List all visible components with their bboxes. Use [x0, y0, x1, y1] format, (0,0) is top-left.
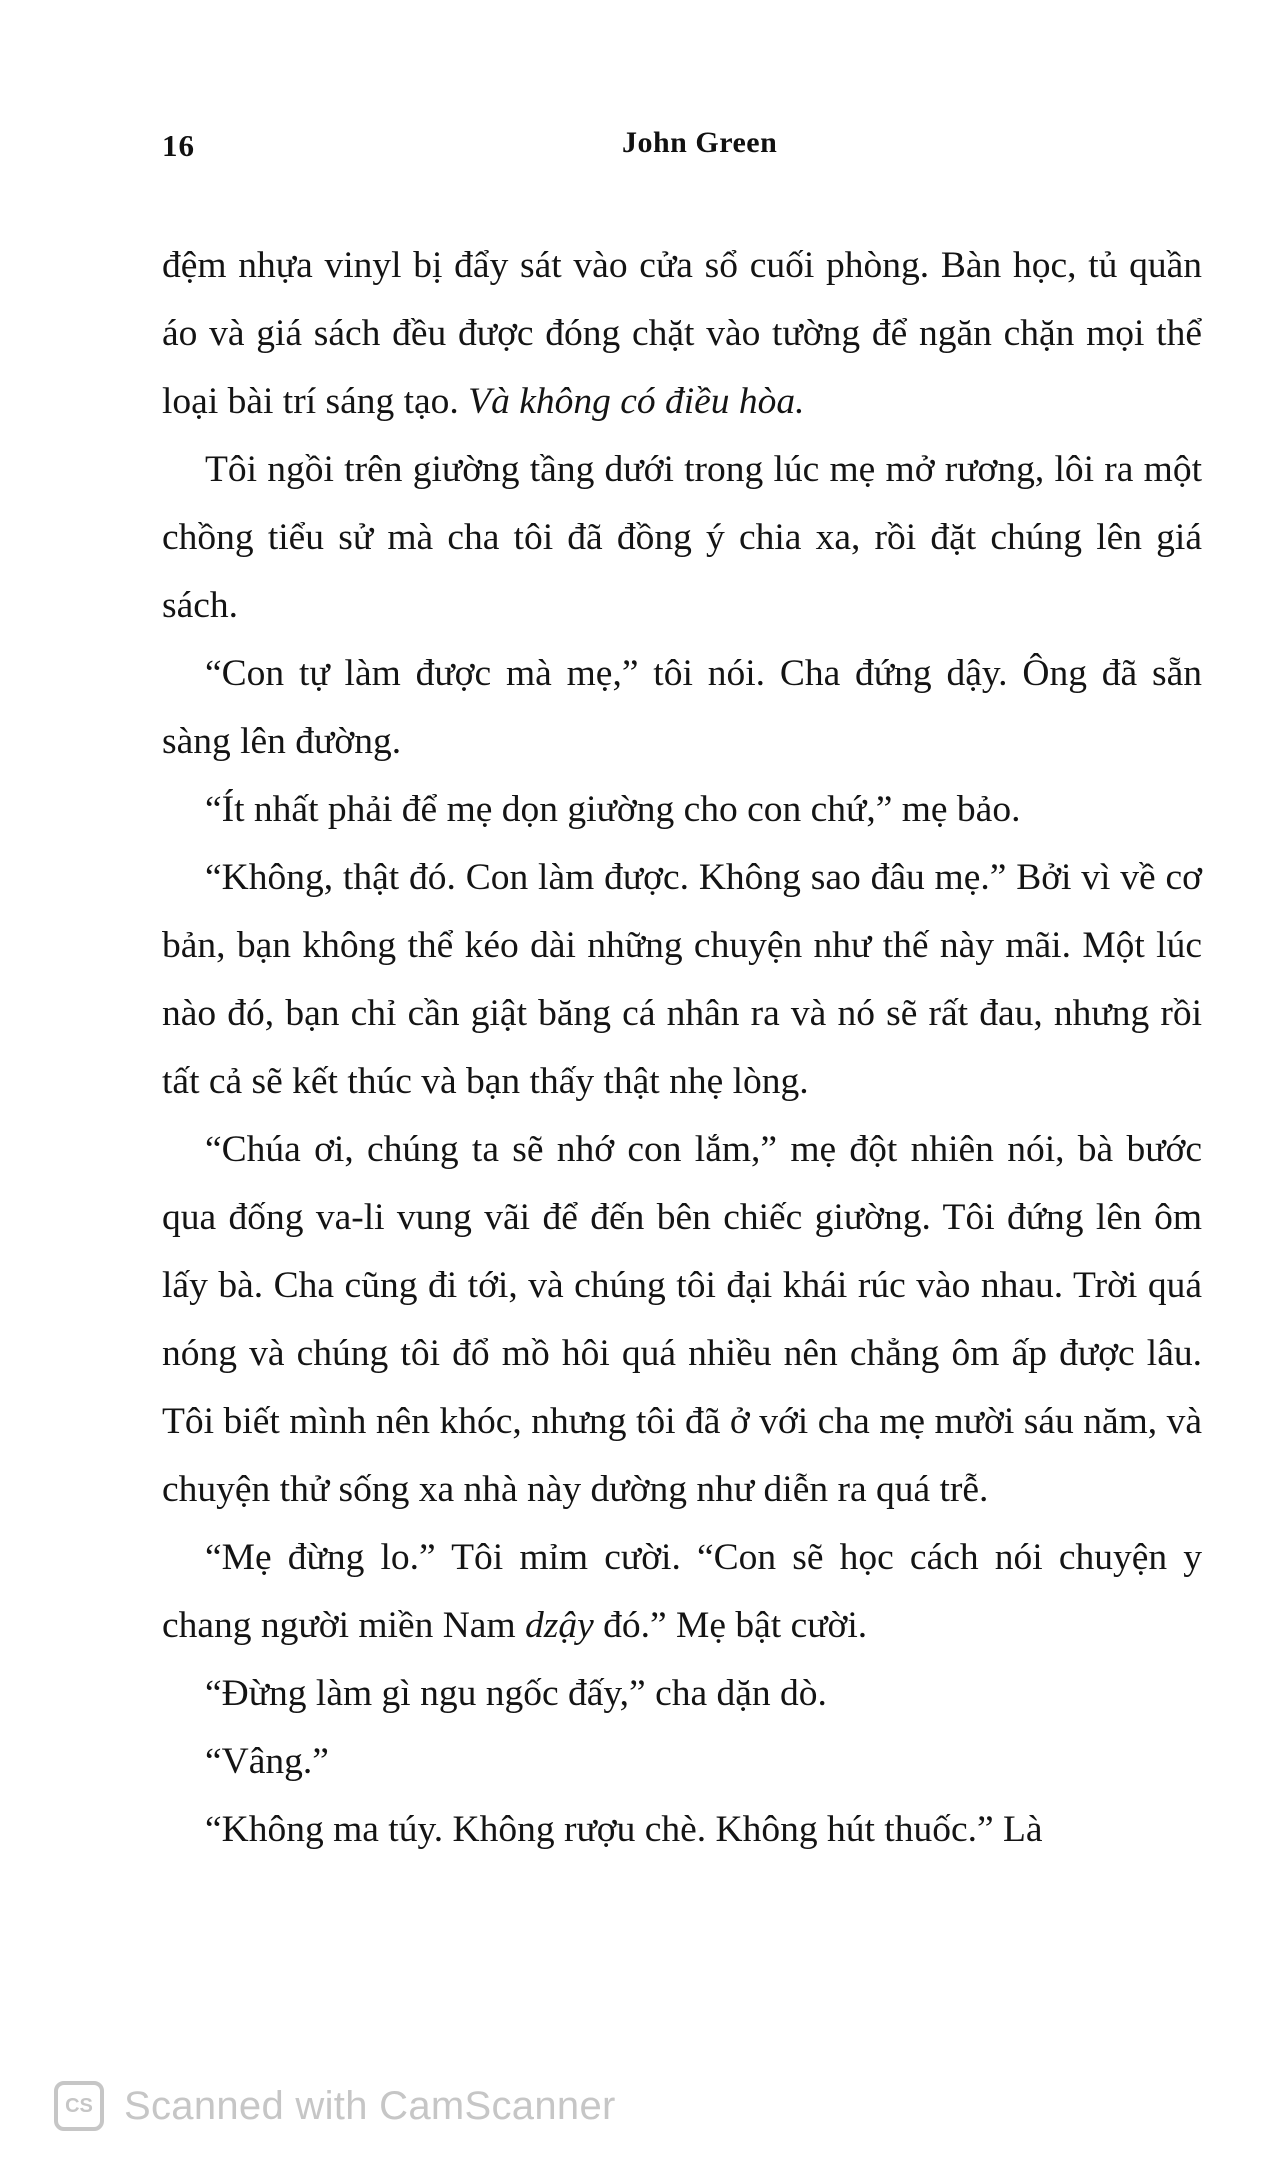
paragraph-7 — [162, 1524, 1202, 1660]
paragraph-6: “Chúa ơi, chúng ta sẽ nhớ con lắm,” mẹ đột nhiên nói, bà bước qua đống va-li vung vãi để đến bên chiếc giường. Tôi đứng lên ôm lấy bà. Cha cũng đi tới, và chúng tôi đại khái rúc vào nhau. Trời quá nóng và chúng tôi đổ mồ hôi quá nhiều nên chẳng ôm ấp được lâu. Tôi biết mình nên khóc, nhưng tôi đã ở với cha mẹ mười sáu năm, và chuyện thử sống xa nhà này dường như diễn ra quá trễ. — [162, 1129, 1202, 1510]
paragraph-1-emphasis: Và không có điều hòa. — [468, 381, 805, 422]
paragraph-2: Tôi ngồi trên giường tầng dưới trong lúc mẹ mở rương, lôi ra một chồng tiểu sử mà cha tôi đã đồng ý chia xa, rồi đặt chúng lên giá sách. — [162, 449, 1202, 626]
paragraph-7-before: “Mẹ đừng lo.” Tôi mỉm cười. “Con sẽ học cách nói chuyện y chang người miền Nam — [162, 1537, 1202, 1646]
paragraph-3: “Con tự làm được mà mẹ,” tôi nói. Cha đứng dậy. Ông đã sẵn sàng lên đường. — [162, 653, 1202, 762]
paragraph-1 — [162, 232, 1202, 436]
running-head — [162, 128, 1154, 178]
watermark-text: Scanned with CamScanner — [124, 2083, 616, 2128]
paragraph-1-text: đệm nhựa vinyl bị đẩy sát vào cửa sổ cuối phòng. Bàn học, tủ quần áo và giá sách đều được đóng chặt vào tường để ngăn chặn mọi thể loại bài trí sáng tạo. — [162, 245, 1202, 422]
paragraph-9: “Vâng.” — [205, 1741, 329, 1782]
book-author: John Green — [622, 126, 778, 159]
camscanner-logo-icon: CS — [54, 2081, 104, 2131]
paragraph-7-after: đó.” Mẹ bật cười. — [593, 1605, 868, 1646]
paragraph-8: “Đừng làm gì ngu ngốc đấy,” cha dặn dò. — [205, 1673, 827, 1714]
paragraph-4: “Ít nhất phải để mẹ dọn giường cho con chứ,” mẹ bảo. — [205, 789, 1021, 830]
scanner-watermark — [54, 2080, 616, 2132]
paragraph-5: “Không, thật đó. Con làm được. Không sao đâu mẹ.” Bởi vì về cơ bản, bạn không thể kéo dài những chuyện như thế này mãi. Một lúc nào đó, bạn chỉ cần giật băng cá nhân ra và nó sẽ rất đau, nhưng rồi tất cả sẽ kết thúc và bạn thấy thật nhẹ lòng. — [162, 857, 1202, 1102]
paragraph-7-emphasis: dzậy — [525, 1605, 594, 1646]
paragraph-10: “Không ma túy. Không rượu chè. Không hút thuốc.” Là — [205, 1809, 1043, 1850]
page-number: 16 — [162, 128, 195, 163]
body-text — [162, 232, 1202, 1864]
